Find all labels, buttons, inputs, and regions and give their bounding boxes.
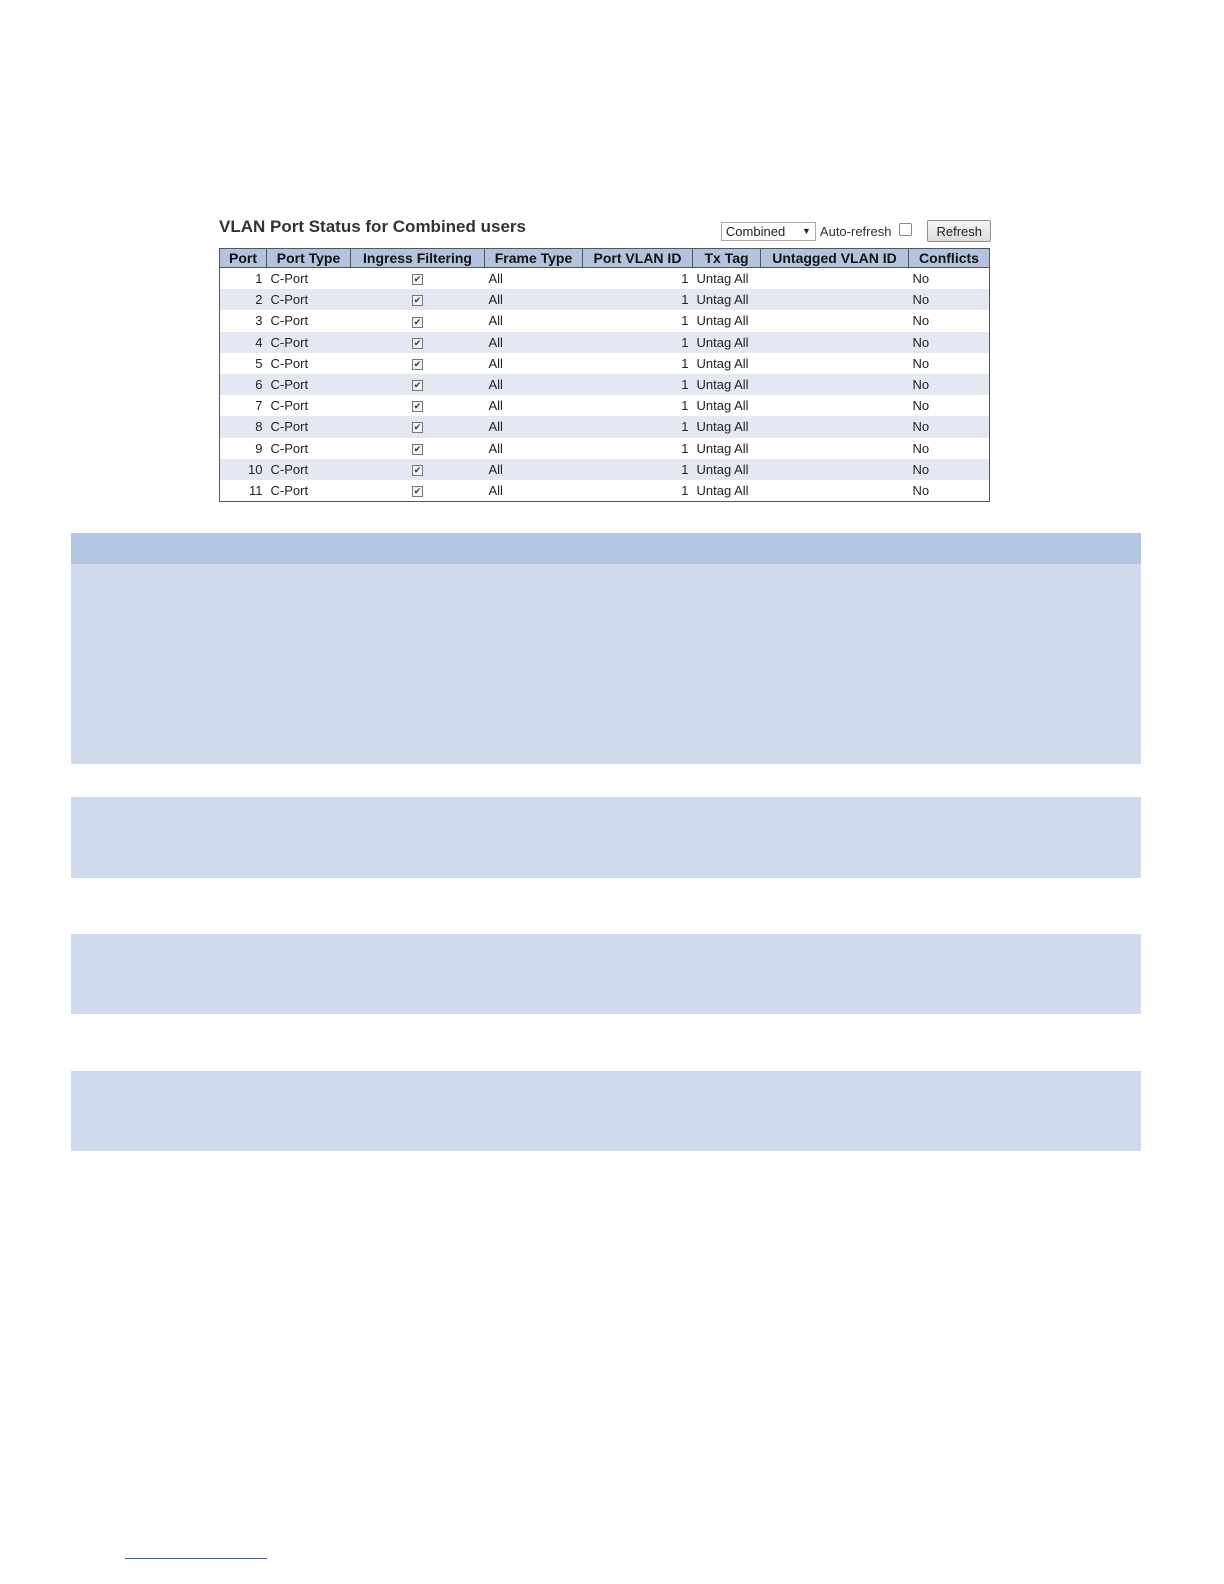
cell-frame-type: All xyxy=(485,416,583,437)
cell-frame-type: All xyxy=(485,374,583,395)
cell-conflicts: No xyxy=(909,438,990,459)
vlan-port-table xyxy=(219,248,990,502)
checkmark-icon: ✔ xyxy=(413,358,422,369)
cell-conflicts: No xyxy=(909,480,990,502)
cell-port: 2 xyxy=(220,289,267,310)
chevron-down-icon: ▼ xyxy=(802,226,811,236)
panel-title: VLAN Port Status for Combined users xyxy=(219,217,526,236)
checkmark-icon: ✔ xyxy=(413,380,422,391)
cell-port: 5 xyxy=(220,353,267,374)
cell-ingress-filtering xyxy=(351,332,485,353)
cell-ingress-filtering xyxy=(351,416,485,437)
cell-port-type: C-Port xyxy=(267,310,351,331)
cell-untagged-vlan-id xyxy=(761,459,909,480)
description-table-header xyxy=(71,533,1141,564)
cell-ingress-filtering xyxy=(351,395,485,416)
description-block-4 xyxy=(71,1071,1141,1151)
cell-untagged-vlan-id xyxy=(761,353,909,374)
cell-port: 3 xyxy=(220,310,267,331)
table-row xyxy=(220,395,990,416)
cell-ingress-filtering xyxy=(351,310,485,331)
table-row xyxy=(220,332,990,353)
cell-port: 4 xyxy=(220,332,267,353)
cell-untagged-vlan-id xyxy=(761,438,909,459)
footer-divider xyxy=(125,1558,267,1559)
cell-port-vlan-id: 1 xyxy=(583,438,693,459)
cell-untagged-vlan-id xyxy=(761,310,909,331)
table-row xyxy=(220,438,990,459)
refresh-button[interactable]: Refresh xyxy=(927,220,991,242)
cell-conflicts: No xyxy=(909,374,990,395)
table-row xyxy=(220,289,990,310)
cell-port-type: C-Port xyxy=(267,438,351,459)
cell-port-vlan-id: 1 xyxy=(583,289,693,310)
cell-frame-type: All xyxy=(485,268,583,290)
cell-conflicts: No xyxy=(909,268,990,290)
col-header-conflicts: Conflicts xyxy=(909,249,990,268)
cell-port-vlan-id: 1 xyxy=(583,374,693,395)
cell-port-type: C-Port xyxy=(267,289,351,310)
col-header-untagged-vlan-id: Untagged VLAN ID xyxy=(761,249,909,268)
cell-port-type: C-Port xyxy=(267,374,351,395)
cell-port-type: C-Port xyxy=(267,332,351,353)
col-header-port-type: Port Type xyxy=(267,249,351,268)
table-row xyxy=(220,459,990,480)
cell-port: 11 xyxy=(220,480,267,502)
user-select-value: Combined xyxy=(725,223,786,239)
cell-port: 7 xyxy=(220,395,267,416)
table-row xyxy=(220,480,990,502)
description-block-3 xyxy=(71,934,1141,1014)
cell-port-type: C-Port xyxy=(267,416,351,437)
cell-untagged-vlan-id xyxy=(761,395,909,416)
table-header-row xyxy=(220,249,990,268)
checkmark-icon: ✔ xyxy=(413,295,422,306)
cell-untagged-vlan-id xyxy=(761,332,909,353)
col-header-frame-type: Frame Type xyxy=(485,249,583,268)
cell-port-vlan-id: 1 xyxy=(583,353,693,374)
cell-port-vlan-id: 1 xyxy=(583,416,693,437)
cell-port-type: C-Port xyxy=(267,353,351,374)
cell-untagged-vlan-id xyxy=(761,268,909,290)
col-header-tx-tag: Tx Tag xyxy=(693,249,761,268)
col-header-port: Port xyxy=(220,249,267,268)
panel-controls xyxy=(721,220,991,242)
cell-tx-tag: Untag All xyxy=(693,310,761,331)
cell-untagged-vlan-id xyxy=(761,480,909,502)
user-select[interactable] xyxy=(721,222,816,241)
cell-conflicts: No xyxy=(909,416,990,437)
cell-tx-tag: Untag All xyxy=(693,374,761,395)
table-row xyxy=(220,374,990,395)
cell-conflicts: No xyxy=(909,459,990,480)
cell-ingress-filtering xyxy=(351,353,485,374)
cell-untagged-vlan-id xyxy=(761,416,909,437)
cell-frame-type: All xyxy=(485,289,583,310)
cell-tx-tag: Untag All xyxy=(693,416,761,437)
cell-port-vlan-id: 1 xyxy=(583,310,693,331)
table-row xyxy=(220,416,990,437)
checkmark-icon: ✔ xyxy=(413,316,422,327)
cell-untagged-vlan-id xyxy=(761,374,909,395)
cell-port-type: C-Port xyxy=(267,268,351,290)
cell-port: 6 xyxy=(220,374,267,395)
cell-conflicts: No xyxy=(909,310,990,331)
cell-ingress-filtering xyxy=(351,268,485,290)
col-header-ingress-filtering: Ingress Filtering xyxy=(351,249,485,268)
checkmark-icon: ✔ xyxy=(413,443,422,454)
cell-port: 9 xyxy=(220,438,267,459)
cell-tx-tag: Untag All xyxy=(693,268,761,290)
table-row xyxy=(220,353,990,374)
cell-port-vlan-id: 1 xyxy=(583,480,693,502)
cell-tx-tag: Untag All xyxy=(693,438,761,459)
table-row xyxy=(220,268,990,290)
cell-port-vlan-id: 1 xyxy=(583,459,693,480)
cell-port-vlan-id: 1 xyxy=(583,332,693,353)
cell-port: 8 xyxy=(220,416,267,437)
cell-ingress-filtering xyxy=(351,374,485,395)
cell-conflicts: No xyxy=(909,353,990,374)
cell-port-vlan-id: 1 xyxy=(583,395,693,416)
cell-conflicts: No xyxy=(909,395,990,416)
checkmark-icon: ✔ xyxy=(413,401,422,412)
cell-port-type: C-Port xyxy=(267,395,351,416)
cell-ingress-filtering xyxy=(351,289,485,310)
cell-frame-type: All xyxy=(485,395,583,416)
checkmark-icon: ✔ xyxy=(413,274,422,285)
cell-untagged-vlan-id xyxy=(761,289,909,310)
cell-tx-tag: Untag All xyxy=(693,480,761,502)
cell-tx-tag: Untag All xyxy=(693,459,761,480)
cell-tx-tag: Untag All xyxy=(693,332,761,353)
cell-ingress-filtering xyxy=(351,459,485,480)
cell-ingress-filtering xyxy=(351,438,485,459)
cell-tx-tag: Untag All xyxy=(693,395,761,416)
cell-port-type: C-Port xyxy=(267,459,351,480)
cell-frame-type: All xyxy=(485,332,583,353)
auto-refresh-checkbox[interactable] xyxy=(899,223,912,236)
table-row xyxy=(220,310,990,331)
cell-tx-tag: Untag All xyxy=(693,353,761,374)
cell-ingress-filtering xyxy=(351,480,485,502)
cell-frame-type: All xyxy=(485,353,583,374)
checkmark-icon: ✔ xyxy=(413,464,422,475)
cell-conflicts: No xyxy=(909,332,990,353)
cell-port: 10 xyxy=(220,459,267,480)
cell-tx-tag: Untag All xyxy=(693,289,761,310)
table-body xyxy=(220,268,990,502)
auto-refresh-label: Auto-refresh xyxy=(819,223,892,239)
cell-frame-type: All xyxy=(485,459,583,480)
description-block-1 xyxy=(71,564,1141,764)
cell-port-vlan-id: 1 xyxy=(583,268,693,290)
cell-port: 1 xyxy=(220,268,267,290)
cell-frame-type: All xyxy=(485,310,583,331)
checkmark-icon: ✔ xyxy=(413,422,422,433)
cell-frame-type: All xyxy=(485,480,583,502)
description-block-2 xyxy=(71,797,1141,878)
cell-port-type: C-Port xyxy=(267,480,351,502)
checkmark-icon: ✔ xyxy=(413,337,422,348)
cell-frame-type: All xyxy=(485,438,583,459)
col-header-port-vlan-id: Port VLAN ID xyxy=(583,249,693,268)
checkmark-icon: ✔ xyxy=(413,486,422,497)
cell-conflicts: No xyxy=(909,289,990,310)
